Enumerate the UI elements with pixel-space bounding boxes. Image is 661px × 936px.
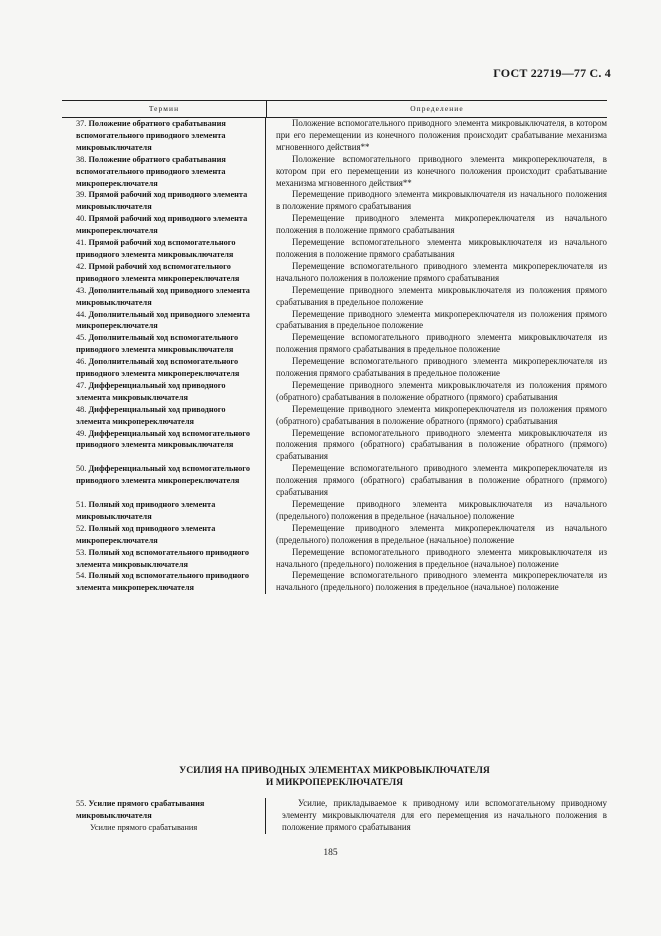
term-synonym: Усилие прямого срабатывания (90, 822, 198, 832)
term-cell (62, 547, 266, 571)
term-cell (62, 332, 266, 356)
definition-cell: Перемещение приводного элемента микровыключателя из положения прямого срабатывания в предельное положение (276, 284, 607, 307)
term-number: 54. (76, 571, 87, 581)
term-cell (62, 261, 266, 285)
definition-cell: Перемещение вспомогательного элемента микровыключателя из начального положения в положение прямого срабатывания (276, 237, 607, 259)
term-number: 43. (76, 285, 87, 295)
table-row (62, 404, 607, 428)
term-number: 42. (76, 261, 87, 271)
term-cell (62, 798, 266, 834)
term-text: Дополнительный ход вспомогательного приводного элемента микропереключателя (76, 357, 240, 379)
term-text: Положение обратного срабатывания вспомогательного приводного элемента микровыключателя (76, 119, 226, 152)
term-text: Полный ход приводного элемента микропереключателя (76, 523, 216, 545)
term-number: 53. (76, 547, 87, 557)
term-number: 37. (76, 119, 87, 128)
term-cell (62, 380, 266, 404)
table-row (62, 332, 607, 356)
term-cell (62, 154, 266, 190)
term-number: 55. (76, 799, 87, 808)
term-text: Полный ход вспомогательного приводного элемента микропереключателя (76, 571, 250, 593)
term-text: Прямой рабочий ход приводного элемента микропереключателя (76, 214, 248, 236)
table-row (62, 380, 607, 404)
table-row (62, 523, 607, 547)
term-number: 47. (76, 380, 87, 390)
page-number: 185 (323, 848, 338, 858)
section-title (62, 765, 607, 789)
term-text: Дополнительный ход приводного элемента микропереключателя (76, 309, 250, 331)
term-cell (62, 213, 266, 237)
term-cell (62, 309, 266, 333)
term-cell (62, 463, 266, 499)
term-number: 51. (76, 500, 87, 509)
term-cell (62, 118, 266, 154)
term-text: Полный ход приводного элемента микровыключателя (76, 500, 216, 521)
term-number: 41. (76, 238, 87, 248)
table-row (62, 463, 607, 499)
section-title-line-2: И МИКРОПЕРЕКЛЮЧАТЕЛЯ (265, 777, 404, 788)
table-row (62, 570, 607, 594)
table-row (62, 189, 607, 213)
table-row (62, 428, 607, 464)
table-row (62, 798, 607, 834)
term-number: 44. (76, 309, 87, 319)
term-text: Дополнительный ход приводного элемента микровыключателя (76, 285, 250, 307)
definition-cell: Перемещение вспомогательного приводного элемента микровыключателя из положения прямого срабатывания в предельное положение (276, 332, 607, 355)
definition-cell: Перемещение вспомогательного приводного элемента микропереключателя из положения прямого срабатывания в предельное положение (276, 356, 607, 379)
term-cell (62, 404, 266, 428)
term-cell (62, 499, 266, 523)
term-cell (62, 356, 266, 380)
term-number: 52. (76, 523, 87, 533)
table-row (62, 309, 607, 333)
terms-table (62, 100, 607, 594)
term-number: 46. (76, 357, 87, 367)
term-cell (62, 570, 266, 594)
definition-cell: Перемещение вспомогательного приводного элемента микровыключателя из положения прямого (обратного) срабатывания в положение обратного (прямого) срабатывания (276, 427, 607, 462)
table-row (62, 237, 607, 261)
definition-cell: Положение вспомогательного приводного элемента микропереключателя, в котором при его перемещении из конечного положения происходит срабатывание механизма мгновенного действия** (276, 153, 607, 188)
term-text: Дополнительный ход вспомогательного приводного элемента микровыключателя (76, 333, 239, 355)
definition-cell: Перемещение приводного элемента микровыключателя из начального (предельного) положения в предельное (начальное) положение (276, 499, 607, 521)
definition-cell: Перемещение приводного элемента микровыключателя из начального положения в положение прямого срабатывания (276, 189, 607, 212)
term-cell (62, 237, 266, 261)
definition-cell: Усилие, прикладываемое к приводному или вспомогательному приводному элементу микровыключателя для его перемещения из начального положения в положение прямого срабатывания (282, 798, 607, 832)
forces-table (62, 798, 607, 834)
table-row (62, 499, 607, 523)
term-text: Дифференциальный ход приводного элемента микропереключателя (76, 404, 226, 426)
definition-cell: Перемещение вспомогательного приводного элемента микропереключателя из начального положения в положение прямого срабатывания (276, 260, 607, 283)
term-number: 48. (76, 404, 87, 414)
section-title-line-1: УСИЛИЯ НА ПРИВОДНЫХ ЭЛЕМЕНТАХ МИКРОВЫКЛЮЧАТЕЛЯ (179, 765, 490, 776)
table-row (62, 118, 607, 154)
definition-cell: Положение вспомогательного приводного элемента микровыключателя, в котором при его перемещении из конечного положения происходит срабатывание механизма мгновенного действия** (276, 118, 607, 152)
term-number: 50. (76, 464, 87, 474)
definition-cell: Перемещение вспомогательного приводного элемента микропереключателя из начального (предельного) положения в предельное (начальное) положение (276, 570, 607, 593)
definition-cell: Перемещение приводного элемента микропереключателя из положения прямого срабатывания в предельное положение (276, 308, 607, 331)
forces-table-body (62, 798, 607, 834)
table-row (62, 547, 607, 571)
term-number: 49. (76, 428, 87, 438)
column-header-term: Термин (62, 101, 267, 117)
definition-cell: Перемещение приводного элемента микровыключателя из положения прямого (обратного) срабатывания в положение обратного (прямого) срабатывания (276, 379, 607, 402)
definition-cell: Перемещение вспомогательного приводного элемента микропереключателя из положения прямого (обратного) срабатывания в положение обратного (прямого) срабатывания (276, 463, 607, 498)
table-row (62, 285, 607, 309)
term-text: Дифференциальный ход вспомогательного приводного элемента микропереключателя (76, 464, 250, 486)
definition-cell: Перемещение приводного элемента микропереключателя из начального (предельного) положения в предельное (начальное) положение (276, 522, 607, 545)
table-header (62, 100, 607, 118)
table-row (62, 213, 607, 237)
term-text: Прямой рабочий ход приводного элемента микровыключателя (76, 190, 248, 212)
definition-cell: Перемещение приводного элемента микропереключателя из начального положения в положение прямого срабатывания (276, 213, 607, 236)
term-text: Прмой рабочий ход вспомогательного приводного элемента микропереключателя (76, 261, 240, 283)
term-text: Прямой рабочий ход вспомогательного приводного элемента микровыключателя (76, 238, 236, 259)
definition-cell: Перемещение приводного элемента микропереключателя из положения прямого (обратного) срабатывания в положение обратного (прямого) срабатывания (276, 403, 607, 426)
term-cell (62, 189, 266, 213)
term-text: Полный ход вспомогательного приводного элемента микровыключателя (76, 547, 250, 569)
term-cell (62, 428, 266, 464)
term-number: 39. (76, 190, 87, 200)
definition-cell: Перемещение вспомогательного приводного элемента микровыключателя из начального (предельного) положения в предельное (начальное) положение (276, 546, 607, 569)
page-header-code: ГОСТ 22719—77 С. 4 (493, 66, 611, 80)
term-cell (62, 285, 266, 309)
term-number: 38. (76, 154, 87, 164)
table-body (62, 118, 607, 594)
table-row (62, 356, 607, 380)
column-header-definition: Определение (410, 104, 464, 113)
table-row (62, 154, 607, 190)
term-text: Усилие прямого срабатывания микровыключателя (76, 799, 205, 820)
term-number: 45. (76, 333, 87, 343)
term-number: 40. (76, 214, 87, 224)
table-row (62, 261, 607, 285)
term-text: Положение обратного срабатывания вспомогательного приводного элемента микропереключателя (76, 154, 226, 188)
term-text: Дифференциальный ход вспомогательного приводного элемента микровыключателя (76, 428, 250, 450)
term-text: Дифференциальный ход приводного элемента микровыключателя (76, 380, 226, 402)
term-cell (62, 523, 266, 547)
